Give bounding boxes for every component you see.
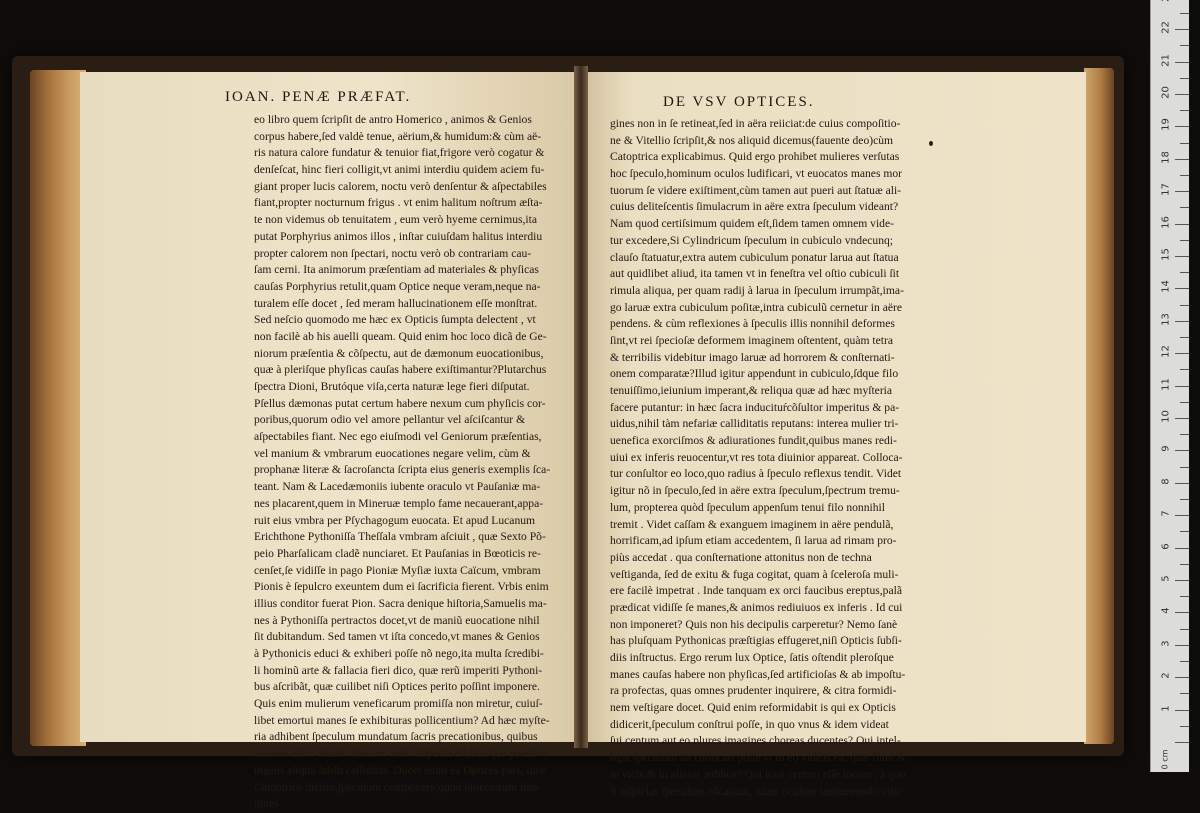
ruler-half-tick	[1180, 369, 1189, 370]
text-line: Catoptrica explicabimus. Quid ergo prohibet mulieres verſutas	[610, 150, 900, 164]
text-line: ſpectra Dioni, Brutóque viſa,certa naturæ lege fieri diſputat.	[254, 380, 530, 393]
ruler-number: 19	[1160, 118, 1172, 132]
right-page-text	[610, 116, 930, 800]
ruler-number: 3	[1160, 640, 1172, 647]
ruler-half-tick	[1180, 175, 1189, 176]
text-line: eo libro quem ſcripſit de antro Homerico , animos & Genios	[254, 113, 532, 126]
ruler-tick	[1175, 742, 1189, 743]
right-page-header: DE VSV OPTICES.	[663, 94, 815, 110]
ruler-half-tick	[1180, 499, 1189, 500]
ruler-number: 5	[1160, 575, 1172, 582]
text-line: ra profectas, quas omnes prudenter inquirere, & citra formidi-	[610, 684, 897, 698]
text-line: non imponeret? Quis non his decipulis carperetur? Nemo ſanè	[610, 617, 898, 631]
ruler-half-tick	[1180, 240, 1189, 241]
ruler-number: 22	[1160, 21, 1172, 35]
ruler-tick	[1175, 710, 1189, 711]
text-line: diis inſtructus. Ergo rerum lux Optice, ſatis oſtendit pleroſque	[610, 651, 894, 664]
ruler-number: 2	[1160, 672, 1172, 679]
ruler-tick	[1175, 29, 1189, 30]
text-line: te non videmus ob tenuitatem , eum verò hyeme cernimus,ita	[254, 213, 538, 227]
ink-mark	[929, 141, 933, 146]
ruler-tick	[1175, 450, 1189, 451]
ruler-half-tick	[1180, 110, 1189, 111]
left-page-text	[254, 112, 576, 813]
text-line: tuorum ſe videre exiſtiment,cùm tamen aut pueri aut ſtatuæ ali-	[610, 183, 902, 197]
text-line: Nam quod certiſsimum quidem eſt,ſidem tamen omnem vide-	[610, 217, 894, 231]
ruler-tick	[1175, 321, 1189, 322]
text-line: tur excedere,Si Cylindricum ſpeculum in cubiculo vndecunq;	[610, 233, 894, 247]
text-line: putat Porphyrius animos illos , inſtar cuiuſdam halitus interdiu	[254, 229, 543, 243]
text-line: clauſo ſtatuatur,extra autem cubiculum ponatur larua aut ſtatua	[610, 250, 899, 264]
ruler-tick	[1175, 677, 1189, 678]
text-line: prædicat vidiſſe ſe manes,& animos rediuiuos ex inferis . Id cui	[610, 600, 903, 614]
text-line: ria adhibent ſpeculum mundatum ſacris precationibus, quibus	[254, 730, 538, 744]
text-line: propter calorem non ſpectari, noctu verò ob contrariam cau-	[254, 246, 532, 260]
ruler-tick	[1175, 256, 1189, 257]
ruler-half-tick	[1180, 596, 1189, 597]
ruler-half-tick	[1180, 143, 1189, 144]
text-line: denſeſcat, hinc fieri colligit,vt animi interdiu quidem aciem fu-	[254, 163, 545, 177]
ruler-number	[1161, 0, 1172, 4]
ruler-number: 14	[1160, 280, 1172, 294]
text-line: facere putantur: in hæc ſacra inducituŕcõſultor imperitus & pa-	[610, 400, 900, 414]
text-line: niorum præſentia & cõſpectu, aut de dæmonum euocationibus,	[254, 346, 544, 360]
ruler-number: 18	[1160, 150, 1172, 164]
text-line: hoc ſpeculo,hominum oculos ludificari, vt euocatos manes mor	[610, 167, 903, 181]
text-line: pendens. & cùm reflexiones à ſpeculis illis nonnihil deformes	[610, 317, 895, 331]
text-line: Catoptrice dicitur,ſpeculum componere,quod obiectorum ima-	[254, 780, 542, 794]
text-line: ſi inſpicias ſpeculum cõcauum, tuum oculum tantummodo viſu-	[610, 784, 904, 798]
text-line: ligat ſpeculum ita collocari poſſe,vt in eo videas ea, quæ fiunt &	[610, 751, 906, 765]
ruler-half-tick	[1180, 629, 1189, 630]
text-line: didicerit,ſpeculum conſtrui poſſe, in quo vnus & idem videat	[610, 717, 889, 731]
text-line: & terribilis videbitur imago laruæ ad horrorem & conſternati-	[610, 350, 895, 364]
text-line: nes à Pythoniſſa pertractos docet,vt de maniũ euocatione nihil	[254, 613, 540, 627]
ruler-half-tick	[1180, 272, 1189, 273]
ruler-tick	[1175, 191, 1189, 192]
text-line: cuius deliteſcentis ſimulacrum in aëre extra ſpeculum videant?	[610, 200, 899, 214]
ruler-tick	[1175, 580, 1189, 581]
text-line: cenſet,ſe vidiſſe in pago Pioniæ Myſiæ iuxta Caïcum, vmbram	[254, 563, 541, 577]
text-line: corpus habere,ſed valdè tenue, aërium,& humidum:& cùm aë-	[254, 129, 542, 143]
text-line: animos allici dicunt. Tota res mihi ſuſpecta eſt,ſicuſque poteſt vt	[254, 747, 548, 761]
text-line: libet emortui manes ſe exhibituras pollicentium? Ad hæc myſte-	[254, 713, 550, 727]
ruler-tick	[1175, 612, 1189, 613]
text-line: Pſellus dæmonas putat certum habere nexum cum phyſicis cor-	[254, 396, 546, 410]
text-line: ris natura calore fundatur & tenuior fiat,frigore verò cogatur &	[254, 146, 545, 160]
text-line: turalem eſſe docet , ſed meram hallucinationem eſſe monſtrat.	[254, 296, 538, 310]
text-line: fiant,propter nocturnum frigus . vt enim halitum noſtrum æſta-	[254, 196, 543, 210]
text-line: Quis enim mulierum veneficarum promiſſa non miretur, cuiuſ-	[254, 697, 543, 711]
text-line: nem veſtigare docet. Quid enim reformidabit is qui ex Opticis	[610, 701, 896, 715]
ruler-number: 13	[1160, 312, 1172, 326]
ruler-tick	[1175, 515, 1189, 516]
ruler-tick	[1175, 62, 1189, 63]
ruler-half-tick	[1180, 337, 1189, 338]
text-line: prophanæ literæ & ſacroſancta ſcripta eius generis exemplis ſca-	[254, 463, 551, 477]
text-line: ere facilè impetrat . Inde tanquam ex orci faucibus ereptus,palã	[610, 584, 902, 598]
ruler-tick	[1175, 94, 1189, 95]
measuring-ruler	[1150, 0, 1189, 772]
ruler-half-tick	[1180, 434, 1189, 435]
text-line: horrificam,ad ipſum etiam accedentem, ſi larua ad rimam pro-	[610, 534, 897, 548]
ruler-number: 8	[1160, 478, 1172, 485]
ruler-half-tick	[1180, 467, 1189, 468]
ruler-number: 21	[1160, 53, 1172, 67]
text-line: Pionis è ſepulcro exeuntem dum ei ſacrificia fierent. Vrbis enim	[254, 580, 549, 594]
ruler-number: 1	[1160, 704, 1172, 712]
ruler-tick	[1175, 483, 1189, 484]
text-line: has pluſquam Pythonicas præſtigias effugeret,niſi Opticis ſubſi-	[610, 634, 902, 648]
text-line: tremit . Videt caſſam & exanguem imaginem in aëre pendulã,	[610, 517, 894, 531]
text-line: ingens aliqua ſubſit calliditas. Docet enim ea Optices pars, quæ	[254, 763, 547, 777]
text-line: manes cauſas habere non phyſicas,ſed artificioſas & ab impoſtu-	[610, 667, 906, 681]
text-line: gines	[254, 797, 279, 811]
ruler-number: 15	[1160, 248, 1172, 261]
ruler-half-tick	[1180, 564, 1189, 565]
text-line: tenuiſſimo,ieiunium imperant,& reliqua quæ ad hæc myſteria	[610, 384, 893, 397]
text-line: tur conſultor eo loco,quo radius à ſpeculo reflexus tendit. Videt	[610, 467, 902, 481]
ruler-half-tick	[1180, 402, 1189, 403]
ruler-half-tick	[1180, 726, 1189, 727]
text-line: ruit eius vmbra per Pſychagogum euocata. Et apud Lucanum	[254, 513, 536, 527]
text-line: onem comparatæ?Illud igitur appendunt in cubiculo,ſdque filo	[610, 367, 899, 381]
ruler-tick	[1175, 353, 1189, 354]
ruler-half-tick	[1180, 661, 1189, 662]
ruler-half-tick	[1180, 207, 1189, 208]
text-line: uidus,nihil tàm nefariæ calliditatis reputans: interea mulier tri-	[610, 417, 899, 431]
ruler-half-tick	[1180, 693, 1189, 694]
ruler-number: 11	[1160, 377, 1172, 391]
text-line: quæ à pleriſque phyſicas cauſas habere exiſtimantur?Plutarchus	[254, 363, 547, 377]
ruler-number: 4	[1160, 607, 1172, 615]
text-line: in vicis & in alienis ædibus? Qui ſciat certum eſſe locum , à quo	[610, 767, 906, 781]
text-line: veſtiganda, ſed de exitu & fuga cogitat, quam à ſceleroſa muli-	[610, 567, 899, 581]
left-page-edge	[30, 70, 86, 746]
left-page-header: IOAN. PENÆ PRÆFAT.	[225, 89, 412, 105]
text-line: go laruæ extra cubiculum poſitæ,intra cubiculũ cernetur in aëre	[610, 300, 902, 314]
text-line: aut quidlibet aliud, ita tamen vt in feneſtra vel oſtio cubiculi ſit	[610, 267, 900, 281]
text-line: lum, propterea quòd ſpeculum appenſum tenui filo nonnihil	[610, 500, 885, 514]
text-line: non facilè ab his auelli queam. Quid enim hoc loco dicã de Ge-	[254, 329, 547, 343]
right-page-edge	[1084, 68, 1114, 744]
text-line: li hominũ arte & fallacia fieri dico, quæ rerũ imperiti Pythoni-	[254, 663, 543, 677]
ruler-tick	[1175, 418, 1189, 419]
text-line: ſui centum aut eo plures imagines choreas ducentes? Qui intel-	[610, 734, 901, 748]
text-line: ſam cerni. Ita animorum præſentiam ad materiales & phyſicas	[254, 263, 539, 277]
ruler-number: 16	[1160, 215, 1172, 229]
ruler-half-tick	[1180, 531, 1189, 532]
text-line: bus aſcribãt, quæ cuilibet niſi Optices perito poſſint imponere.	[254, 680, 540, 694]
ruler-tick	[1175, 645, 1189, 646]
text-line: ſit dubitandum. Sed tamen vt iſta concedo,vt manes & Genios	[254, 630, 540, 644]
text-line: vel manium & vmbrarum euocationes negare velim, cùm &	[254, 446, 531, 460]
text-line: piùs accedat . qua conſternatione attonitus non de techna	[610, 550, 872, 564]
ruler-tick	[1175, 159, 1189, 160]
text-line: uenefica exorciſmos & adiurationes fundit,quibus manes redi-	[610, 434, 897, 448]
ruler-number: 12	[1160, 345, 1172, 359]
ruler-number: 10	[1160, 410, 1172, 423]
text-line: teant. Nam & Lacedæmoniis iubente oraculo vt Pauſaniæ ma-	[254, 480, 541, 494]
text-line: cauſas Porphyrius retulit,quam Optice neque veram,neque na-	[254, 279, 541, 293]
text-line: ne & Vitellio ſcripſit,& nos aliquid dicemus(fauente deo)cùm	[610, 133, 894, 147]
ruler-tick	[1175, 224, 1189, 225]
ruler-number: 9	[1160, 445, 1172, 453]
text-line: aſpectabiles fiant. Nec ego eiuſmodi vel Geniorum præſentias,	[254, 430, 542, 444]
ruler-tick	[1175, 288, 1189, 289]
text-line: peio Pharſalicam cladẽ nunciaret. Et Pauſanias in Bœoticis re-	[254, 546, 541, 560]
text-line: à Pythonicis educi & exhiberi poſſe nõ nego,ita multa ſcredibi-	[254, 647, 544, 660]
text-line: uiui ex inferis reuocentur,vt res tota diuinior appareat. Collоca-	[610, 450, 903, 464]
text-line: Erichthone Pythoniſſa Theſſala vmbram aſciuit , quæ Sexto Põ-	[254, 530, 546, 544]
text-line: Sed neſcio quomodo me hæc ex Opticis ſumpta delectent , vt	[254, 313, 536, 327]
ruler-half-tick	[1180, 45, 1189, 46]
ruler-number: 20	[1160, 86, 1172, 99]
text-line: nes placarent,quem in Mineruæ templo fame necauerant,appa-	[254, 496, 544, 510]
ruler-number: 17	[1160, 183, 1172, 197]
ruler-tick	[1175, 386, 1189, 387]
ruler-number: 6	[1160, 542, 1172, 550]
ruler-number: 7	[1160, 510, 1172, 517]
text-line: ſint,vt rei ſpecioſæ deformem imaginem oſtentent, quàm tetra	[610, 333, 893, 347]
ruler-half-tick	[1180, 78, 1189, 79]
ruler-half-tick	[1180, 305, 1189, 306]
ruler-tick	[1175, 126, 1189, 127]
text-line: poribus,quorum odio vel amore pellantur vel aſciſcantur &	[254, 413, 526, 427]
ruler-unit-label: 0 cm	[1160, 749, 1170, 770]
ruler-tick	[1175, 548, 1189, 549]
ruler-half-tick	[1180, 13, 1189, 14]
text-line: gines non in ſe retineat,ſed in aëra reiiciat:de cuius compoſitio-	[610, 117, 901, 130]
book-gutter	[574, 66, 588, 748]
text-line: giant proper lucis calorem, noctu verò denſentur & aſpectabiles	[254, 179, 547, 193]
text-line: igitur nõ in ſpeculo,ſed in aëre extra ſpeculum,ſpectrum tremu-	[610, 484, 900, 498]
text-line: rimula aliqua, per quam radij à larua in ſpeculum irrumpãt,ima-	[610, 283, 904, 297]
text-line: illius conditor fuerat Pion. Sacra denique hiſtoria,Samuelis ma-	[254, 596, 547, 610]
